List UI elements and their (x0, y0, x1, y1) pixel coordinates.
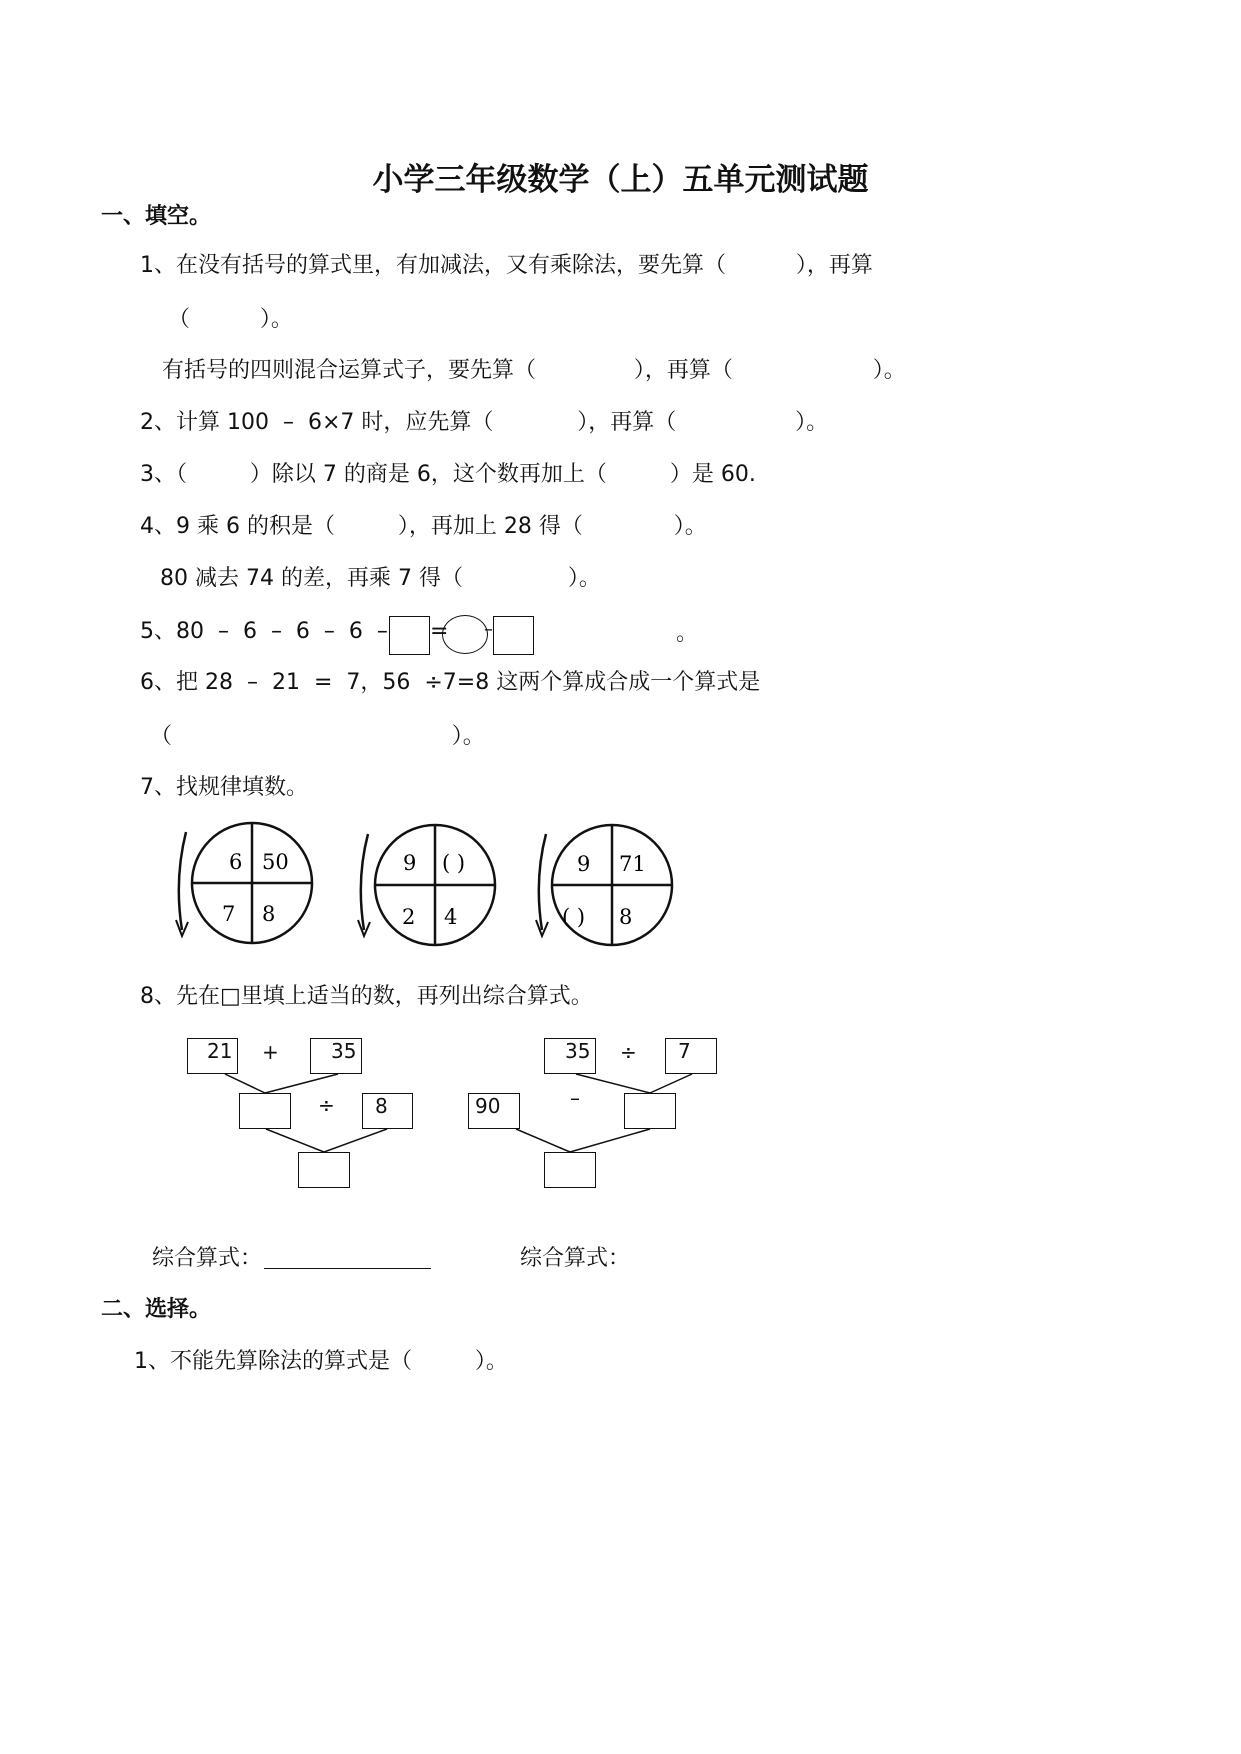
tree-2-value-a: 35 (565, 1039, 591, 1063)
question-4-line-2: 80 减去 74 的差，再乘 7 得（ ）。 (160, 566, 601, 591)
tree-2-box-b (665, 1038, 717, 1074)
circle-2-top-left: 9 (403, 851, 417, 875)
tree-1-box-final (298, 1152, 350, 1188)
formula-answer-line-1 (264, 1244, 431, 1269)
circle-3-top-left: 9 (577, 852, 591, 876)
tree-2-box-a (544, 1038, 596, 1074)
formula-label-1: 综合算式： (152, 1246, 263, 1271)
tree-1-box-c (362, 1093, 413, 1129)
circle-1-top-left: 6 (229, 850, 243, 874)
question-5-suffix: 。 (676, 621, 699, 646)
section-2-heading: 二、选择。 (101, 1297, 212, 1322)
question-8: 8、先在□里填上适当的数，再列出综合算式。 (140, 984, 593, 1009)
section-1-heading: 一、填空。 (101, 204, 212, 229)
question-2: 2、计算 100 – 6×7 时，应先算（ ），再算（ ）。 (140, 410, 829, 435)
tree-1-box-b (310, 1038, 362, 1074)
page-title: 小学三年级数学（上）五单元测试题 (372, 162, 869, 198)
question-1-line-1: 1、在没有括号的算式里，有加减法，又有乘除法，要先算（ ），再算 (140, 253, 873, 278)
circle-3-bottom-left: ( ) (562, 905, 586, 929)
formula-label-2: 综合算式： (520, 1246, 631, 1271)
circle-1-top-right: 50 (262, 850, 289, 874)
question-1-line-3: 有括号的四则混合运算式子，要先算（ ），再算（ ）。 (162, 358, 906, 383)
tree-1-box-result-1 (239, 1093, 291, 1129)
equals-sign: = (430, 619, 449, 644)
circle-1-bottom-left: 7 (222, 902, 236, 926)
circle-2-top-right: ( ) (442, 851, 466, 875)
tree-2-box-final (544, 1152, 596, 1188)
tree-2-op-1: ÷ (620, 1040, 637, 1064)
tree-2-op-2: – (570, 1086, 580, 1110)
circle-2-bottom-right: 4 (444, 905, 458, 929)
tree-1-value-c: 8 (375, 1094, 388, 1118)
tree-2-box-result-1 (624, 1093, 676, 1129)
circle-1-bottom-right: 8 (262, 902, 276, 926)
tree-2-value-c: 90 (475, 1094, 501, 1118)
tree-1-box-a (187, 1038, 238, 1074)
tree-1-op-1: + (262, 1040, 279, 1064)
circle-3-bottom-right: 8 (619, 905, 633, 929)
section-2-question-1: 1、不能先算除法的算式是（ ）。 (134, 1349, 508, 1374)
question-1-line-2: （ ）。 (168, 307, 293, 332)
tree-2-box-c (468, 1093, 520, 1129)
question-5-prefix: 5、80 – 6 – 6 – 6 – (140, 619, 388, 644)
tree-1-op-2: ÷ (318, 1093, 335, 1117)
circle-3-top-right: 71 (619, 852, 646, 876)
question-6-line-1: 6、把 28 – 21 = 7，56 ÷7=8 这两个算成合成一个算式是 (140, 670, 761, 695)
tree-1-value-b: 35 (331, 1039, 357, 1063)
tree-1-value-a: 21 (207, 1039, 233, 1063)
question-6-line-2: （ ）。 (150, 724, 485, 749)
tree-2-value-b: 7 (678, 1039, 691, 1063)
minus-sign: – (484, 619, 493, 640)
circle-2-bottom-left: 2 (402, 905, 416, 929)
question-7: 7、找规律填数。 (140, 775, 308, 800)
question-4-line-1: 4、9 乘 6 的积是（ ），再加上 28 得（ ）。 (140, 514, 707, 539)
question-3: 3、（ ）除以 7 的商是 6，这个数再加上（ ）是 60. (140, 462, 756, 487)
